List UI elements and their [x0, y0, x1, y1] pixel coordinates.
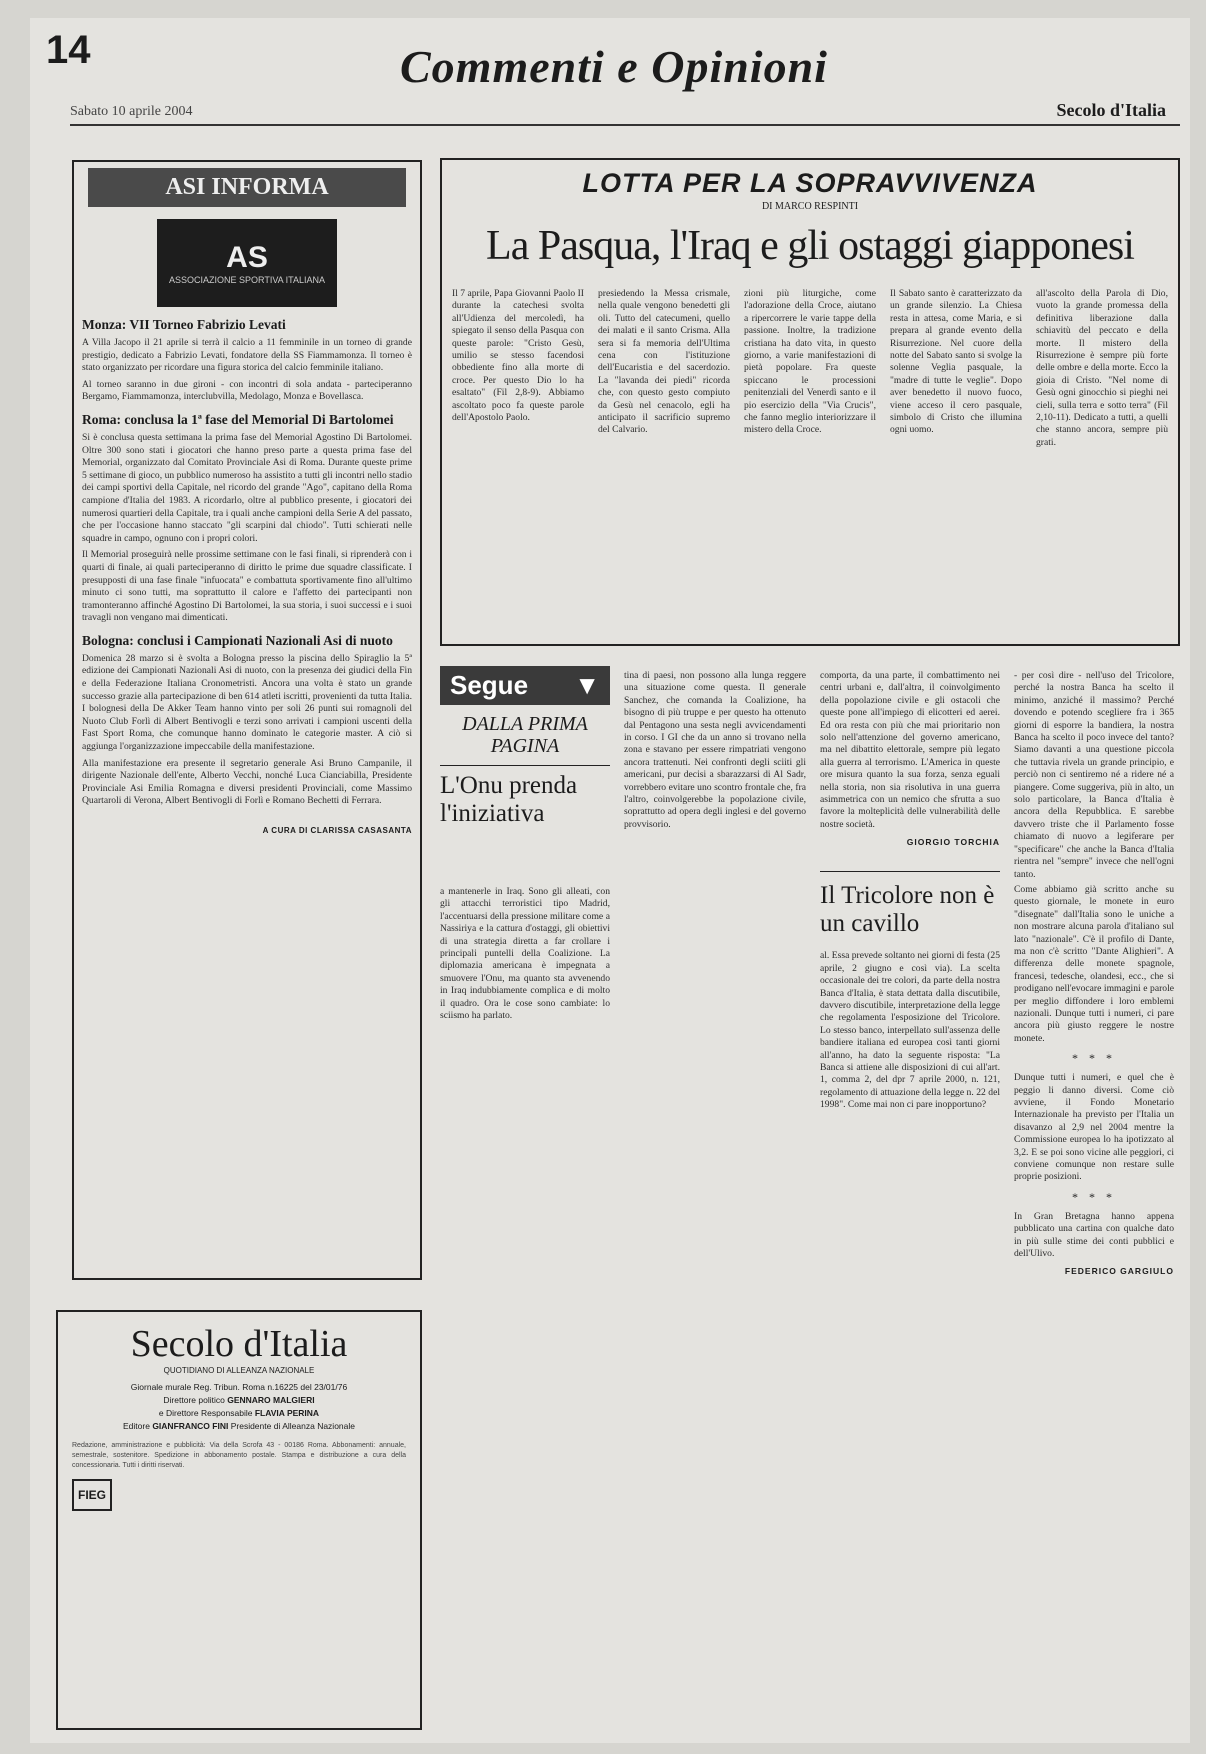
brand-logo: Secolo d'Italia — [1056, 100, 1166, 120]
section-separator: * * * — [1072, 1189, 1116, 1204]
onu-headline: L'Onu prenda l'iniziativa — [440, 765, 610, 828]
colophon-subtitle: QUOTIDIANO DI ALLEANZA NAZIONALE — [163, 1366, 315, 1375]
asi-heading-roma: Roma: conclusa la 1ª fase del Memorial Di Bartolomei — [82, 411, 394, 427]
resp-label: e Direttore Responsabile — [158, 1408, 253, 1418]
tricolore-text: Come abbiamo già scritto anche su questo giornale, le monete in euro "disegnate" dall'Italia sono le uniche a non mostrare alcuna parola d'italiano sul lato "nazionale". C'è il profilo di Dante, ma non c'è scritto "Dante Alighieri". A differenza delle monete spagnole, francesi, tedesche, olandesi, ecc., che si prodigano nell'evocare immagini e parole per meglio diffondere i loro emblemi nazionali. Dunque tutti i numeri, ci pare ancora più giusto reggere le nostre monete. — [1014, 883, 1174, 1044]
segue-from: DALLA PRIMA PAGINA — [462, 713, 588, 757]
colophon-box — [56, 1310, 422, 1730]
down-arrow-icon: ▼ — [574, 670, 600, 700]
editor-label: Editore — [123, 1421, 150, 1431]
colophon-reg: Giornale murale Reg. Tribun. Roma n.16225 del 23/01/76 — [130, 1382, 348, 1392]
article-column: Il Sabato santo è caratterizzato da un grande silenzio. La Chiesa resta in attesa, come Maria, e si prepara al grande evento della Risurrezione. Nel cuore della notte del Sabato santo si svolge la solenne Veglia pasquale, la "madre di tutte le veglie". Dopo aver benedetto il nuovo fuoco, viene acceso il cero pasquale, simbolo di Cristo che illumina ogni uomo. — [890, 288, 1022, 436]
asi-logo-caption: ASSOCIAZIONE SPORTIVA ITALIANA — [168, 275, 326, 285]
editor-role: Presidente di Alleanza Nazionale — [230, 1421, 355, 1431]
onu-column-3 — [820, 670, 1000, 1115]
director-label: Direttore politico — [163, 1395, 225, 1405]
article-column: zioni più liturgiche, come l'adorazione della Croce, aiutano a ripercorrere le varie tappe della passione. Inoltre, la tradizione cristiana ha dato vita, in questo giorno, a varie manifestazioni di pietà popolare. Fra queste spiccano le processioni penitenziali del Venerdì santo e il pio esercizio della "Via Crucis", che fanno meglio interiorizzare il mistero della Croce. — [744, 288, 876, 436]
tricolore-text: Dunque tutti i numeri, e quel che è peggio li danno diversi. Come ciò avviene, il Fondo Monetario Internazionale ha previsto per l'Italia un disavanzo al 2,9 nel 2004 mentre la Commissione europea lo ha ipotizzato al 3,2. E se poi sono vicine alle peggiori, ci conviene comunque non restare sulle proprie posizioni. — [1014, 1072, 1174, 1183]
asi-paragraph: Alla manifestazione era presente il segretario generale Asi Bruno Campanile, il dirigente Nazionale dell'ente, Alberto Vecchi, nonché Luca Cianciabilla, Presidente Provinciale Asi Emilia Romagna e diversi presidenti Provinciali, come Massimo Quartaroli di Verona, Albert Bentivogli di Forlì e Romano Bechetti di Ferrara. — [82, 757, 412, 807]
tricolore-column-2 — [1014, 670, 1174, 1276]
article-column: presiedendo la Messa crismale, nella quale vengono benedetti gli oli. Tutto del catecumeni, quello dei malati e il santo Crisma. Alla sera si fa memoria dell'Ultima cena con l'istituzione dell'Eucaristia e del sacerdozio. La "lavanda dei piedi" ricorda che, con questo gesto compiuto da Gesù nel cenacolo, egli ha anticipato il sacrificio supremo del Calvario. — [598, 288, 730, 436]
asi-heading-bologna: Bologna: conclusi i Campionati Nazionali Asi di nuoto — [82, 632, 393, 648]
resp-name: FLAVIA PERINA — [254, 1408, 320, 1418]
segue-block — [440, 666, 610, 828]
page-number: 14 — [46, 28, 91, 72]
asi-paragraph: Al torneo saranno in due gironi - con incontri di sola andata - parteciperanno Bergamo, Fiammamonza, interclubvilla, Medolago, Monza e Bovellasca. — [82, 378, 412, 403]
tricolore-text: In Gran Bretagna hanno appena pubblicato una cartina con qualche dato in più sulle stime dei conti pubblici e dell'Ulivo. — [1014, 1210, 1174, 1260]
director-name: GENNARO MALGIERI — [227, 1395, 315, 1405]
tricolore-signature: FEDERICO GARGIULO — [1064, 1266, 1174, 1277]
article-byline: DI MARCO RESPINTI — [761, 201, 859, 212]
tricolore-text: al. Essa prevede soltanto nei giorni di festa (25 aprile, 2 giugno e così via). La scelta occasionale dei tre colori, da parte della nostra Banca d'Italia, è stata dettata dalla discutibile, davvero discutibile, interpretazione della legge che regolamenta l'esposizione del Tricolore. Lo stesso banco, interpellato sull'assenza delle bandiere italiana ed europea così tanti giorni all'anno, ha dato la seguente risposta: "La Banca si attiene alle disposizioni di cui all'art. 1, comma 2, del dpr 7 aprile 2000, n. 121, regolamento di attuazione della legge n. 22 del 1998". Come mai non ci pare inopportuno? — [820, 950, 1000, 1111]
section-title: Commenti e Opinioni — [400, 41, 828, 92]
asi-paragraph: A Villa Jacopo il 21 aprile si terrà il calcio a 11 femminile in un torneo di grande prestigio, dedicato a Fabrizio Levati, fondatore della SS Fiammamonza. Il torneo è stato organizzato per ricordare una figura storica del calcio femminile italiano. — [82, 337, 412, 374]
article-headline: La Pasqua, l'Iraq e gli ostaggi giapponesi — [486, 223, 1134, 269]
asi-heading-monza: Monza: VII Torneo Fabrizio Levati — [82, 317, 286, 332]
asi-box-title: ASI INFORMA — [88, 168, 406, 207]
onu-text: a mantenerle in Iraq. Sono gli alleati, con gli attacchi terroristici tipo Madrid, l'accentuarsi della pressione militare come a Nassiriya e la cattura d'ostaggi, gli obiettivi di una strategia diretta a far crollare i principali puntelli della Coalizione. La diplomazia americana è impegnata a smuovere l'Onu, ma quanto sta avvenendo in Iraq indubbiamente complica e di molto il quadro. Ora le cose sono cambiate: lo sciismo ha parlato. — [440, 886, 610, 1022]
fieg-logo: FIEG — [72, 1479, 112, 1511]
onu-signature: GIORGIO TORCHIA — [906, 837, 1000, 848]
onu-text: tina di paesi, non possono alla lunga reggere una situazione come questa. Il generale Sanchez, che comanda la Coalizione, ha bisogno di più truppe e per questo ha ottenuto dal Pentagono una sesta negli avvicendamenti in corso. I GI che da un anno si trovano nella zona e stavano per essere rimpatriati vengono ancora trattenuti. Nei confronti degli sciiti gli americani, pur decisi a sbarazzarsi di Al Sadr, vorrebbero evitare uno scontro frontale che, fra l'altro, coinvolgerebbe la popolazione civile, soprattutto ad opera degli inglesi e del governo provvisorio. — [624, 670, 806, 830]
tricolore-headline: Il Tricolore non è un cavillo — [820, 871, 1000, 950]
article-kicker: LOTTA PER LA SOPRAVVIVENZA — [582, 168, 1038, 198]
asi-paragraph: Domenica 28 marzo si è svolta a Bologna presso la piscina dello Spiraglio la 5ª edizione dei Campionati Nazionali Asi di nuoto, con la presenza dei giudici della Fin e della Federazione Italiana Cronometristi. Ancora una volta è stato un grande successo grazie alla partecipazione di ben 614 atleti iscritti, provenienti da tutta Italia. I bolognesi della De Akker Team hanno vinto per soli 26 punti sui romagnoli del Nuoto Club Forlì di Albert Bentivogli e terzi sono arrivati i campioni uscenti della Fast Sport Roma, che comunque hanno dominato le categorie master. A ciò si aggiunga l'organizzazione impeccabile della manifestazione. — [82, 652, 412, 753]
editor-name: GIANFRANCO FINI — [152, 1421, 229, 1431]
asi-informa-box — [72, 160, 422, 1280]
article-columns — [452, 288, 1168, 452]
tricolore-text: - per così dire - nell'uso del Tricolore, perché la nostra Banca ha scelto il minimo, anziché il massimo? Perché dovendo e potendo scegliere fra i 365 giorni di esporre la bandiera, la nostra Banca ha scelto il poco invece del tanto? Siamo davanti a una questione piccola che tuttavia rivela un grande principio, e perciò non ci sentiremo né a ridere né a piangere. Come suggeriva, più in alto, un solo particolare, la Banca d'Italia è ancora della Repubblica. E sarebbe davvero triste che il Parlamento fosse chiamato di nuovo a legiferare per "specificare" che anche la Banca d'Italia rientra nel "sempre" invece che nell'ogni tanto. — [1014, 670, 1174, 880]
onu-text: comporta, da una parte, il combattimento nei centri urbani e, dall'altra, il coinvolgimento della popolazione civile e gli ostacoli che queste pone all'impiego di elicotteri ed aerei. Ed ora resta con più che mai prioritario non solo nell'attenzione del governo americano, ma nel dibattito elettorale, sempre più legato alla guerra al terrorismo. L'America in queste ore misura quanto la sua forza, senza eguali nella storia, non sia risolutiva in una guerra asimmetrica con un nemico che sfrutta a suo favore la molteplicità delle vulnerabilità delle nostre società. — [820, 670, 1000, 830]
section-separator: * * * — [1072, 1051, 1116, 1066]
onu-column-1 — [440, 886, 610, 1025]
lotta-article — [440, 158, 1180, 646]
issue-date: Sabato 10 aprile 2004 — [70, 104, 193, 119]
asi-logo-text: AS — [226, 241, 268, 274]
segue-badge — [440, 666, 610, 705]
colophon-fine-print: Redazione, amministrazione e pubblicità: Via della Scrofa 43 - 00186 Roma. Abbonamenti: annuale, semestrale, sostenitore. Spedizione in abbonamento postale. Stampa e distribuzione a cura della concessionaria. Tutti i diritti riservati. — [72, 1442, 406, 1469]
article-column: Il 7 aprile, Papa Giovanni Paolo II durante la catechesi svolta all'Udienza del mercoledì, ha spiegato il senso della Pasqua con queste parole: "Cristo Gesù, umilio se stesso facendosi obbediente fino alla morte di croce. Per questo Dio lo ha esaltato" (Fil 2,8-9). Abbiamo ascoltato poco fa queste parole dell'Apostolo Paolo. — [452, 288, 584, 424]
colophon-title: Secolo d'Italia — [130, 1323, 348, 1365]
asi-paragraph: Il Memorial proseguirà nelle prossime settimane con le fasi finali, si riprenderà con i quarti di finale, ai quali parteciperanno di diritto le prime due squadre classificate. I presupposti di una fase finale "infuocata" e combattuta sportivamente fino all'ultimo minuto ci sono tutti, ma soprattutto il calore e l'affetto dei partecipanti non tramonteranno affinché Agostino Di Bartolomei, la sua storia, i suoi successi e i suoi travagli non vengano mai dimenticati. — [82, 549, 412, 624]
article-column: all'ascolto della Parola di Dio, vuoto la grande promessa della definitiva liberazione dalla schiavitù del peccato e della morte. Il mistero della Risurrezione è sempre più forte delle ombre e della morte. Ecco la gioia di Cristo. "Nel nome di Gesù ogni ginocchio si pieghi nei cieli, sulla terra e sotto terra" (Fil 2,10-11). Dedicato a tutti, a quelli che stanno ancora, sempre più grati. — [1036, 288, 1168, 448]
segue-label: Segue — [450, 670, 529, 700]
onu-column-2 — [624, 670, 806, 834]
asi-credit: A CURA DI CLARISSA CASASANTA — [262, 826, 412, 835]
asi-logo — [157, 219, 337, 307]
asi-paragraph: Si è conclusa questa settimana la prima fase del Memorial Agostino Di Bartolomei. Oltre 300 sono stati i giocatori che hanno preso parte a questa prima fase del Memorial, organizzato dal Comitato Provinciale Asi di Roma. Durante queste prime 5 settimane di gioco, un pubblico numeroso ha assistito a tutti gli incontri nello stadio dei campi sportivi della Capitale, nel ricordo del grande "Ago", capitano della Roma campione d'Italia del 1983. A ricordarlo, oltre al pubblico presente, i giocatori dei numerosi quartieri della Capitale, tra i quali anche campioni della Serie A del passato, che per l'occasione hanno staccato "gli scarpini dal chiodo". Tutti schierati nelle squadre in campo, ognuno con i propri colori. — [82, 431, 412, 544]
header-rule — [70, 124, 1180, 126]
